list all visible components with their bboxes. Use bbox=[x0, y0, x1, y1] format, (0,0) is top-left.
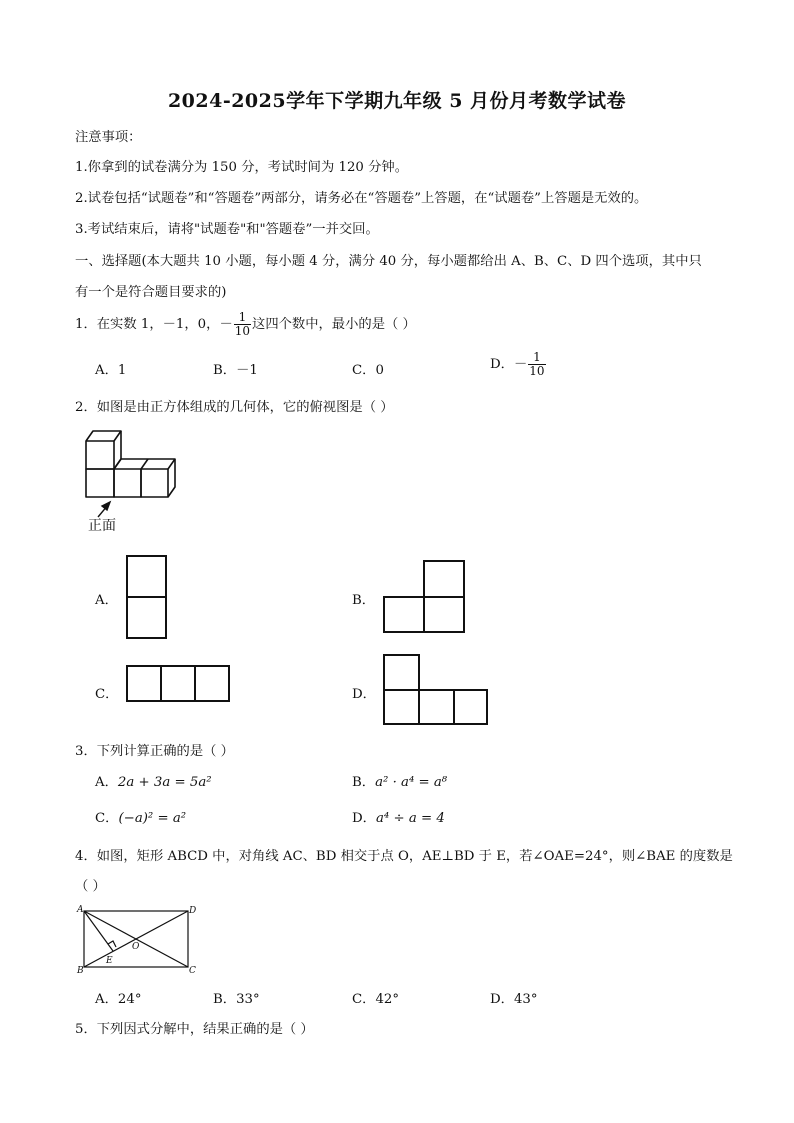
note-item-1: 1.你拿到的试卷满分为 150 分，考试时间为 120 分钟。 bbox=[75, 160, 408, 175]
section1-instructions-line1: 一、选择题(本大题共 10 小题，每小题 4 分，满分 40 分，每小题都给出 A、B、C、D 四个选项，其中只 bbox=[75, 254, 702, 269]
label-o: O bbox=[132, 942, 140, 952]
q3-option-d-math: a⁴ ÷ a = 4 bbox=[375, 811, 445, 826]
note-item-3: 3.考试结束后，请将"试题卷"和"答题卷”一并交回。 bbox=[75, 222, 379, 237]
label-a: A bbox=[77, 905, 84, 915]
q4-option-a[interactable]: A．24° bbox=[95, 992, 142, 1007]
q1-option-a[interactable]: A．1 bbox=[95, 363, 127, 378]
fraction-denominator: 10 bbox=[529, 364, 545, 378]
q1-option-d-prefix: D．－ bbox=[490, 357, 528, 372]
front-label: 正面 bbox=[88, 518, 116, 534]
label-b: B bbox=[77, 966, 84, 976]
q4-option-c[interactable]: C．42° bbox=[352, 992, 400, 1007]
question-3: 3．下列计算正确的是（ ） bbox=[75, 744, 234, 759]
section1-instructions-line2: 有一个是符合题目要求的) bbox=[75, 285, 227, 300]
q3-option-c-label: C． bbox=[95, 811, 119, 826]
q2-option-b-figure[interactable] bbox=[383, 560, 466, 634]
q2-option-c-figure[interactable] bbox=[126, 665, 232, 703]
q2-option-a-figure[interactable] bbox=[126, 555, 168, 640]
q3-option-b-label: B． bbox=[352, 775, 376, 790]
q4-option-b[interactable]: B．33° bbox=[213, 992, 260, 1007]
note-item-2: 2.试卷包括“试题卷”和“答题卷”两部分，请务必在“答题卷”上答题，在“试题卷”上答题是无效的。 bbox=[75, 191, 648, 206]
q3-option-c[interactable] bbox=[95, 807, 186, 826]
q3-option-a-label: A． bbox=[95, 775, 118, 790]
q2-option-b-label[interactable]: B． bbox=[352, 593, 376, 608]
question-1-suffix: 这四个数中，最小的是（ ） bbox=[252, 317, 416, 332]
q1-option-c[interactable]: C．0 bbox=[352, 363, 384, 378]
q2-option-c-label[interactable]: C． bbox=[95, 687, 119, 702]
q2-option-a-label[interactable]: A． bbox=[95, 593, 118, 608]
q3-option-b-math: a² · a⁴ = a⁸ bbox=[375, 775, 448, 790]
label-c: C bbox=[189, 966, 196, 976]
q3-option-b[interactable] bbox=[352, 771, 447, 790]
exam-title: 2024-2025学年下学期九年级 5 月份月考数学试卷 bbox=[167, 90, 627, 112]
notes-heading: 注意事项： bbox=[75, 130, 142, 145]
q2-option-d-label[interactable]: D． bbox=[352, 687, 376, 702]
label-d: D bbox=[189, 906, 197, 916]
fraction-denominator: 10 bbox=[234, 324, 251, 338]
rectangle-abcd-figure bbox=[75, 903, 200, 978]
question-1 bbox=[75, 311, 416, 338]
q3-option-d-label: D． bbox=[352, 811, 376, 826]
q2-option-d-figure[interactable] bbox=[383, 654, 490, 726]
question-5: 5．下列因式分解中，结果正确的是（ ） bbox=[75, 1022, 314, 1037]
label-e: E bbox=[106, 956, 113, 966]
q3-option-a-math: 2a + 3a = 5a² bbox=[117, 775, 212, 790]
question-2: 2．如图是由正方体组成的几何体，它的俯视图是（ ） bbox=[75, 400, 394, 415]
q4-option-d[interactable]: D．43° bbox=[490, 992, 538, 1007]
q1-option-d-fraction bbox=[528, 351, 545, 378]
q3-option-c-math: (−a)² = a² bbox=[118, 811, 187, 826]
question-1-prefix: 1．在实数 1，－1，0，－ bbox=[75, 317, 233, 332]
q1-option-b[interactable]: B．－1 bbox=[213, 363, 258, 378]
question-4-line2: （ ） bbox=[75, 879, 106, 894]
fraction-numerator: 1 bbox=[528, 351, 545, 365]
q3-option-a[interactable] bbox=[95, 771, 212, 790]
question-4-line1: 4．如图，矩形 ABCD 中，对角线 AC、BD 相交于点 O，AE⊥BD 于 E，若∠OAE=24°，则∠BAE 的度数是 bbox=[75, 849, 733, 864]
fraction-one-tenth bbox=[234, 311, 251, 338]
q1-option-d[interactable] bbox=[490, 351, 547, 378]
fraction-numerator: 1 bbox=[234, 311, 251, 325]
q3-option-d[interactable] bbox=[352, 807, 445, 826]
